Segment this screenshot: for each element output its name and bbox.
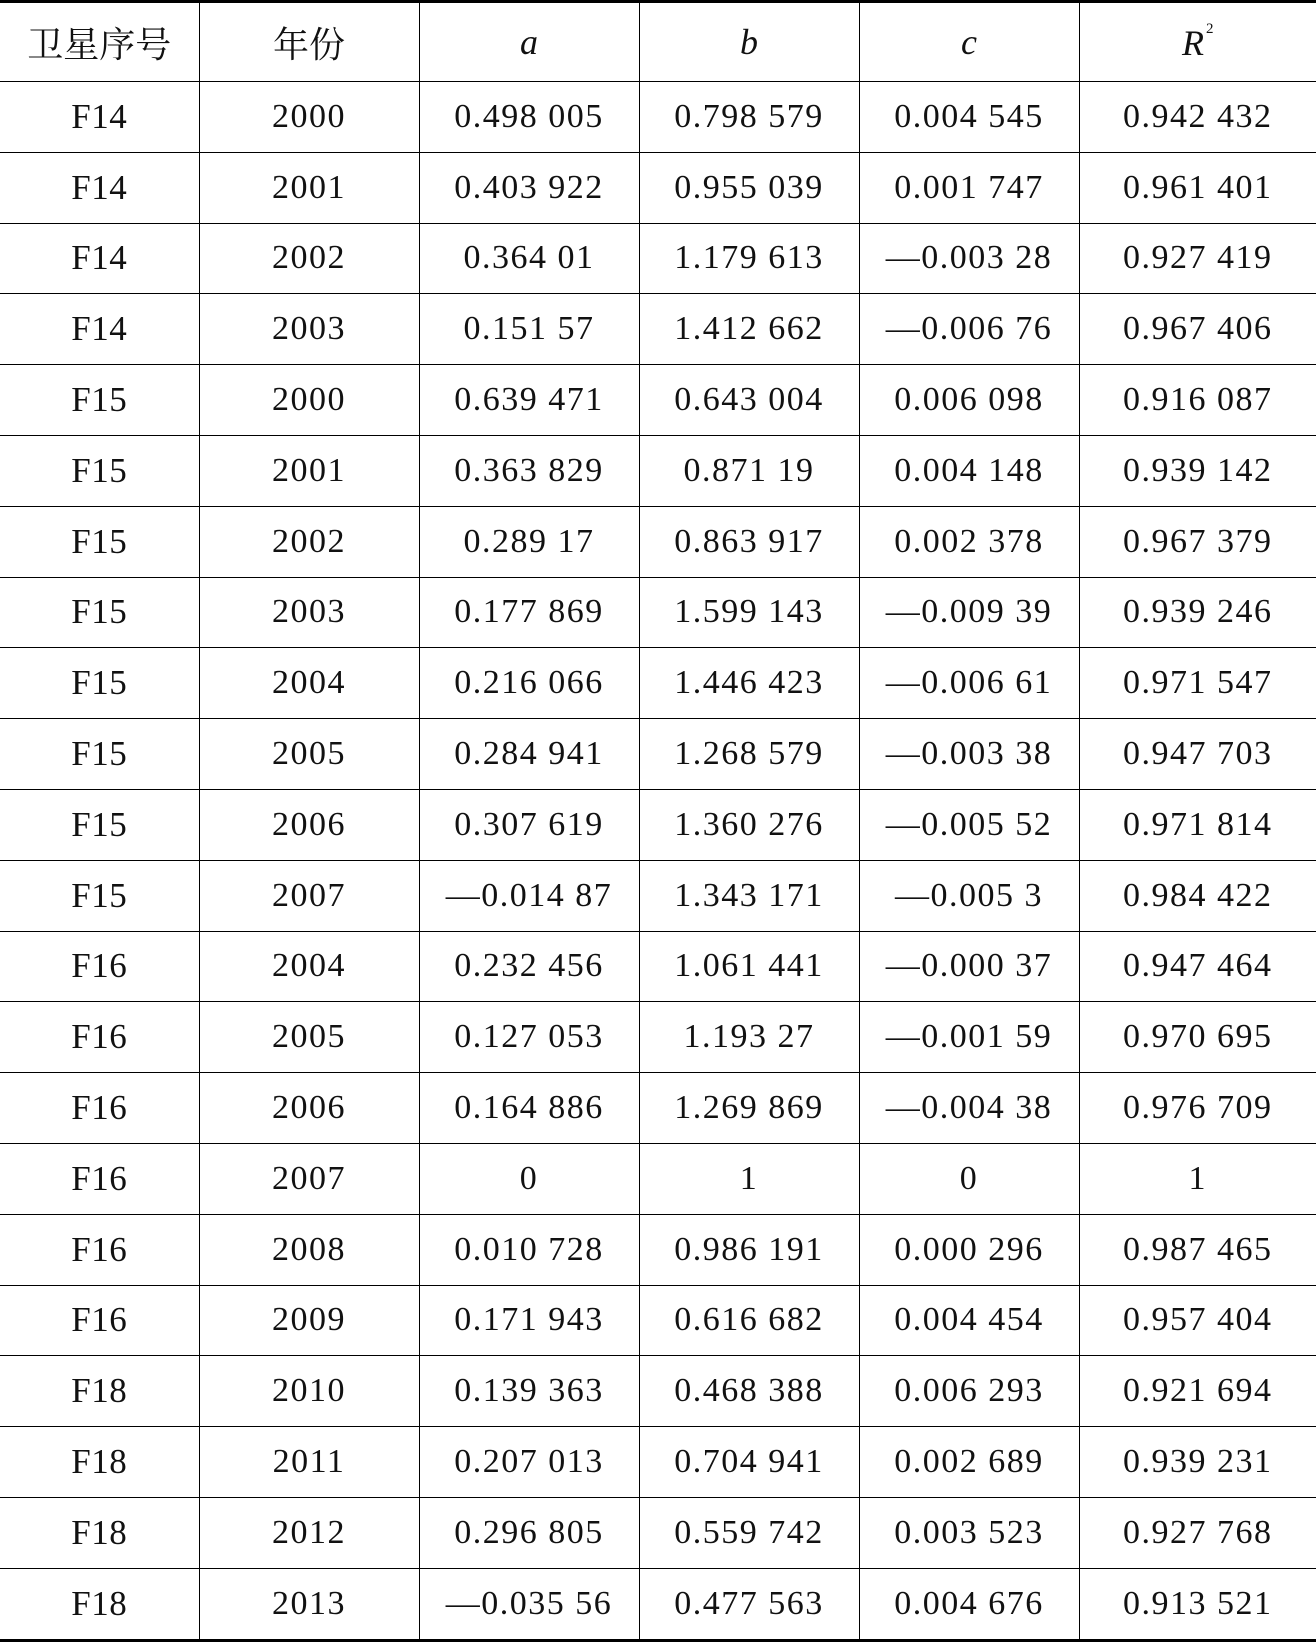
cell-c-value: —0.003 38 [859, 719, 1079, 790]
cell-r-squared-value: 0.939 231 [1079, 1427, 1316, 1498]
cell-r-squared-value: 0.967 379 [1079, 506, 1316, 577]
header-year: 年份 [199, 2, 419, 82]
cell-c-value: 0.004 545 [859, 82, 1079, 153]
cell-year: 2007 [199, 860, 419, 931]
cell-year: 2000 [199, 365, 419, 436]
cell-a-value: 0.307 619 [419, 789, 639, 860]
cell-a-value: 0.364 01 [419, 223, 639, 294]
cell-c-value: 0.003 523 [859, 1497, 1079, 1568]
cell-satellite-number: F16 [0, 1002, 199, 1073]
cell-a-value: 0.177 869 [419, 577, 639, 648]
cell-satellite-number: F15 [0, 506, 199, 577]
cell-b-value: 1.343 171 [639, 860, 859, 931]
table-row [0, 719, 1316, 790]
cell-b-value: 0.986 191 [639, 1214, 859, 1285]
cell-b-value: 1.268 579 [639, 719, 859, 790]
cell-year: 2002 [199, 223, 419, 294]
cell-b-value: 1.061 441 [639, 931, 859, 1002]
cell-b-value: 0.798 579 [639, 82, 859, 153]
cell-satellite-number: F15 [0, 719, 199, 790]
cell-year: 2006 [199, 1073, 419, 1144]
header-row [0, 2, 1316, 82]
cell-r-squared-value: 1 [1079, 1143, 1316, 1214]
cell-c-value: 0.002 689 [859, 1427, 1079, 1498]
cell-a-value: 0.403 922 [419, 152, 639, 223]
table-row [0, 435, 1316, 506]
table-row [0, 1002, 1316, 1073]
cell-c-value: —0.003 28 [859, 223, 1079, 294]
cell-a-value: 0.010 728 [419, 1214, 639, 1285]
cell-year: 2009 [199, 1285, 419, 1356]
cell-r-squared-value: 0.987 465 [1079, 1214, 1316, 1285]
cell-year: 2004 [199, 931, 419, 1002]
cell-c-value: 0.004 676 [859, 1568, 1079, 1640]
cell-year: 2005 [199, 719, 419, 790]
header-r-exponent: 2 [1206, 20, 1214, 37]
cell-satellite-number: F14 [0, 294, 199, 365]
cell-b-value: 0.863 917 [639, 506, 859, 577]
cell-b-value: 1.446 423 [639, 648, 859, 719]
cell-r-squared-value: 0.961 401 [1079, 152, 1316, 223]
cell-satellite-number: F18 [0, 1497, 199, 1568]
table-header [0, 2, 1316, 82]
cell-a-value: 0.232 456 [419, 931, 639, 1002]
header-r-squared [1079, 2, 1316, 82]
cell-r-squared-value: 0.976 709 [1079, 1073, 1316, 1144]
cell-b-value: 0.468 388 [639, 1356, 859, 1427]
table-row [0, 789, 1316, 860]
table-row [0, 152, 1316, 223]
cell-year: 2002 [199, 506, 419, 577]
cell-c-value: —0.005 52 [859, 789, 1079, 860]
cell-satellite-number: F15 [0, 435, 199, 506]
cell-satellite-number: F18 [71, 1583, 128, 1623]
cell-r-squared-value: 0.957 404 [1079, 1285, 1316, 1356]
cell-a-value: 0.139 363 [419, 1356, 639, 1427]
cell-c-value: 0 [859, 1143, 1079, 1214]
cell-year: 2008 [199, 1214, 419, 1285]
table-row [0, 1427, 1316, 1498]
cell-satellite-number: F16 [0, 1214, 199, 1285]
cell-a-value: 0.127 053 [419, 1002, 639, 1073]
header-r-symbol: R [1182, 22, 1204, 63]
cell-b-value: 1.179 613 [639, 223, 859, 294]
cell-c-value: 0.006 293 [859, 1356, 1079, 1427]
cell-year: 2005 [199, 1002, 419, 1073]
cell-c-value: —0.001 59 [859, 1002, 1079, 1073]
table-row [0, 294, 1316, 365]
cell-r-squared-value: 0.947 464 [1079, 931, 1316, 1002]
cell-b-value: 0.871 19 [639, 435, 859, 506]
cell-b-value: 1.599 143 [639, 577, 859, 648]
cell-a-value: 0.284 941 [419, 719, 639, 790]
cell-r-squared-value: 0.921 694 [1079, 1356, 1316, 1427]
cell-satellite-number: F14 [0, 152, 199, 223]
cell-satellite-number: F15 [0, 789, 199, 860]
table-row [0, 1143, 1316, 1214]
table-row [0, 365, 1316, 436]
cell-a-value: 0.289 17 [419, 506, 639, 577]
cell-r-squared-value: 0.967 406 [1079, 294, 1316, 365]
cell-a-value: 0.171 943 [419, 1285, 639, 1356]
table-row [0, 931, 1316, 1002]
cell-satellite-number: F14 [0, 82, 199, 153]
cell-a-value: 0 [419, 1143, 639, 1214]
header-satellite-number: 卫星序号 [0, 2, 199, 82]
cell-b-value: 0.704 941 [639, 1427, 859, 1498]
cell-c-value: 0.006 098 [859, 365, 1079, 436]
cell-a-value: 0.207 013 [419, 1427, 639, 1498]
cell-c-value: 0.002 378 [859, 506, 1079, 577]
cell-a-value: 0.151 57 [419, 294, 639, 365]
cell-r-squared-value: 0.927 419 [1079, 223, 1316, 294]
table-row [0, 648, 1316, 719]
cell-satellite-number: F15 [0, 648, 199, 719]
cell-b-value: 0.559 742 [639, 1497, 859, 1568]
cell-r-squared-value: 0.939 142 [1079, 435, 1316, 506]
table-row [0, 506, 1316, 577]
cell-r-squared-value: 0.971 547 [1079, 648, 1316, 719]
cell-satellite-number: F16 [0, 931, 199, 1002]
cell-a-value: 0.498 005 [419, 82, 639, 153]
cell-year: 2004 [199, 648, 419, 719]
cell-c-value: 0.004 148 [859, 435, 1079, 506]
table-row [0, 1073, 1316, 1144]
cell-r-squared-value: 0.913 521 [1079, 1568, 1316, 1640]
cell-b-value: 1.269 869 [639, 1073, 859, 1144]
cell-year: 2006 [199, 789, 419, 860]
cell-satellite-number: F16 [0, 1143, 199, 1214]
cell-satellite-number: F18 [0, 1427, 199, 1498]
cell-year: 2007 [199, 1143, 419, 1214]
cell-r-squared-value: 0.942 432 [1079, 82, 1316, 153]
cell-b-value: 0.643 004 [639, 365, 859, 436]
header-c: c [859, 2, 1079, 82]
cell-satellite-number: F15 [0, 365, 199, 436]
cell-c-value: —0.004 38 [859, 1073, 1079, 1144]
cell-year: 2013 [199, 1568, 419, 1640]
table-row [0, 1497, 1316, 1568]
table-row [0, 1568, 1316, 1640]
cell-year: 2011 [199, 1427, 419, 1498]
cell-b-value: 0.616 682 [639, 1285, 859, 1356]
header-b: b [639, 2, 859, 82]
table-row [0, 82, 1316, 153]
cell-b-value: 1 [639, 1143, 859, 1214]
cell-satellite-number: F16 [0, 1073, 199, 1144]
header-a: a [419, 2, 639, 82]
cell-year: 2001 [199, 152, 419, 223]
cell-satellite-number: F18 [0, 1356, 199, 1427]
cell-c-value: 0.001 747 [859, 152, 1079, 223]
cell-r-squared-value: 0.947 703 [1079, 719, 1316, 790]
cell-r-squared-value: 0.939 246 [1079, 577, 1316, 648]
cell-b-value: 0.477 563 [639, 1568, 859, 1640]
cell-year: 2003 [199, 577, 419, 648]
cell-c-value: —0.005 3 [859, 860, 1079, 931]
table-row [0, 1214, 1316, 1285]
table-row [0, 860, 1316, 931]
cell-a-value: 0.164 886 [419, 1073, 639, 1144]
cell-b-value: 0.955 039 [639, 152, 859, 223]
cell-a-value: 0.639 471 [419, 365, 639, 436]
cell-year: 2012 [199, 1497, 419, 1568]
cell-c-value: 0.000 296 [859, 1214, 1079, 1285]
cell-b-value: 1.193 27 [639, 1002, 859, 1073]
cell-a-value: 0.363 829 [419, 435, 639, 506]
cell-a-value: 0.296 805 [419, 1497, 639, 1568]
cell-r-squared-value: 0.971 814 [1079, 789, 1316, 860]
cell-c-value: —0.009 39 [859, 577, 1079, 648]
table-row [0, 1285, 1316, 1356]
cell-satellite-number: F15 [0, 860, 199, 931]
table-row [0, 223, 1316, 294]
cell-r-squared-value: 0.927 768 [1079, 1497, 1316, 1568]
cell-c-value: —0.006 76 [859, 294, 1079, 365]
cell-a-value: —0.035 56 [419, 1568, 639, 1640]
cell-r-squared-value: 0.970 695 [1079, 1002, 1316, 1073]
cell-r-squared-value: 0.984 422 [1079, 860, 1316, 931]
cell-year: 2010 [199, 1356, 419, 1427]
cell-year: 2001 [199, 435, 419, 506]
cell-a-value: 0.216 066 [419, 648, 639, 719]
cell-satellite-number: F16 [0, 1285, 199, 1356]
cell-c-value: —0.000 37 [859, 931, 1079, 1002]
table-body [0, 82, 1316, 1641]
cell-c-value: 0.004 454 [859, 1285, 1079, 1356]
cell-a-value: —0.014 87 [419, 860, 639, 931]
cell-year: 2000 [199, 82, 419, 153]
table-row [0, 577, 1316, 648]
cell-satellite-number: F14 [0, 223, 199, 294]
cell-year: 2003 [199, 294, 419, 365]
cell-c-value: —0.006 61 [859, 648, 1079, 719]
table-row [0, 1356, 1316, 1427]
cell-r-squared-value: 0.916 087 [1079, 365, 1316, 436]
cell-satellite-number: F15 [0, 577, 199, 648]
cell-b-value: 1.360 276 [639, 789, 859, 860]
cell-b-value: 1.412 662 [639, 294, 859, 365]
